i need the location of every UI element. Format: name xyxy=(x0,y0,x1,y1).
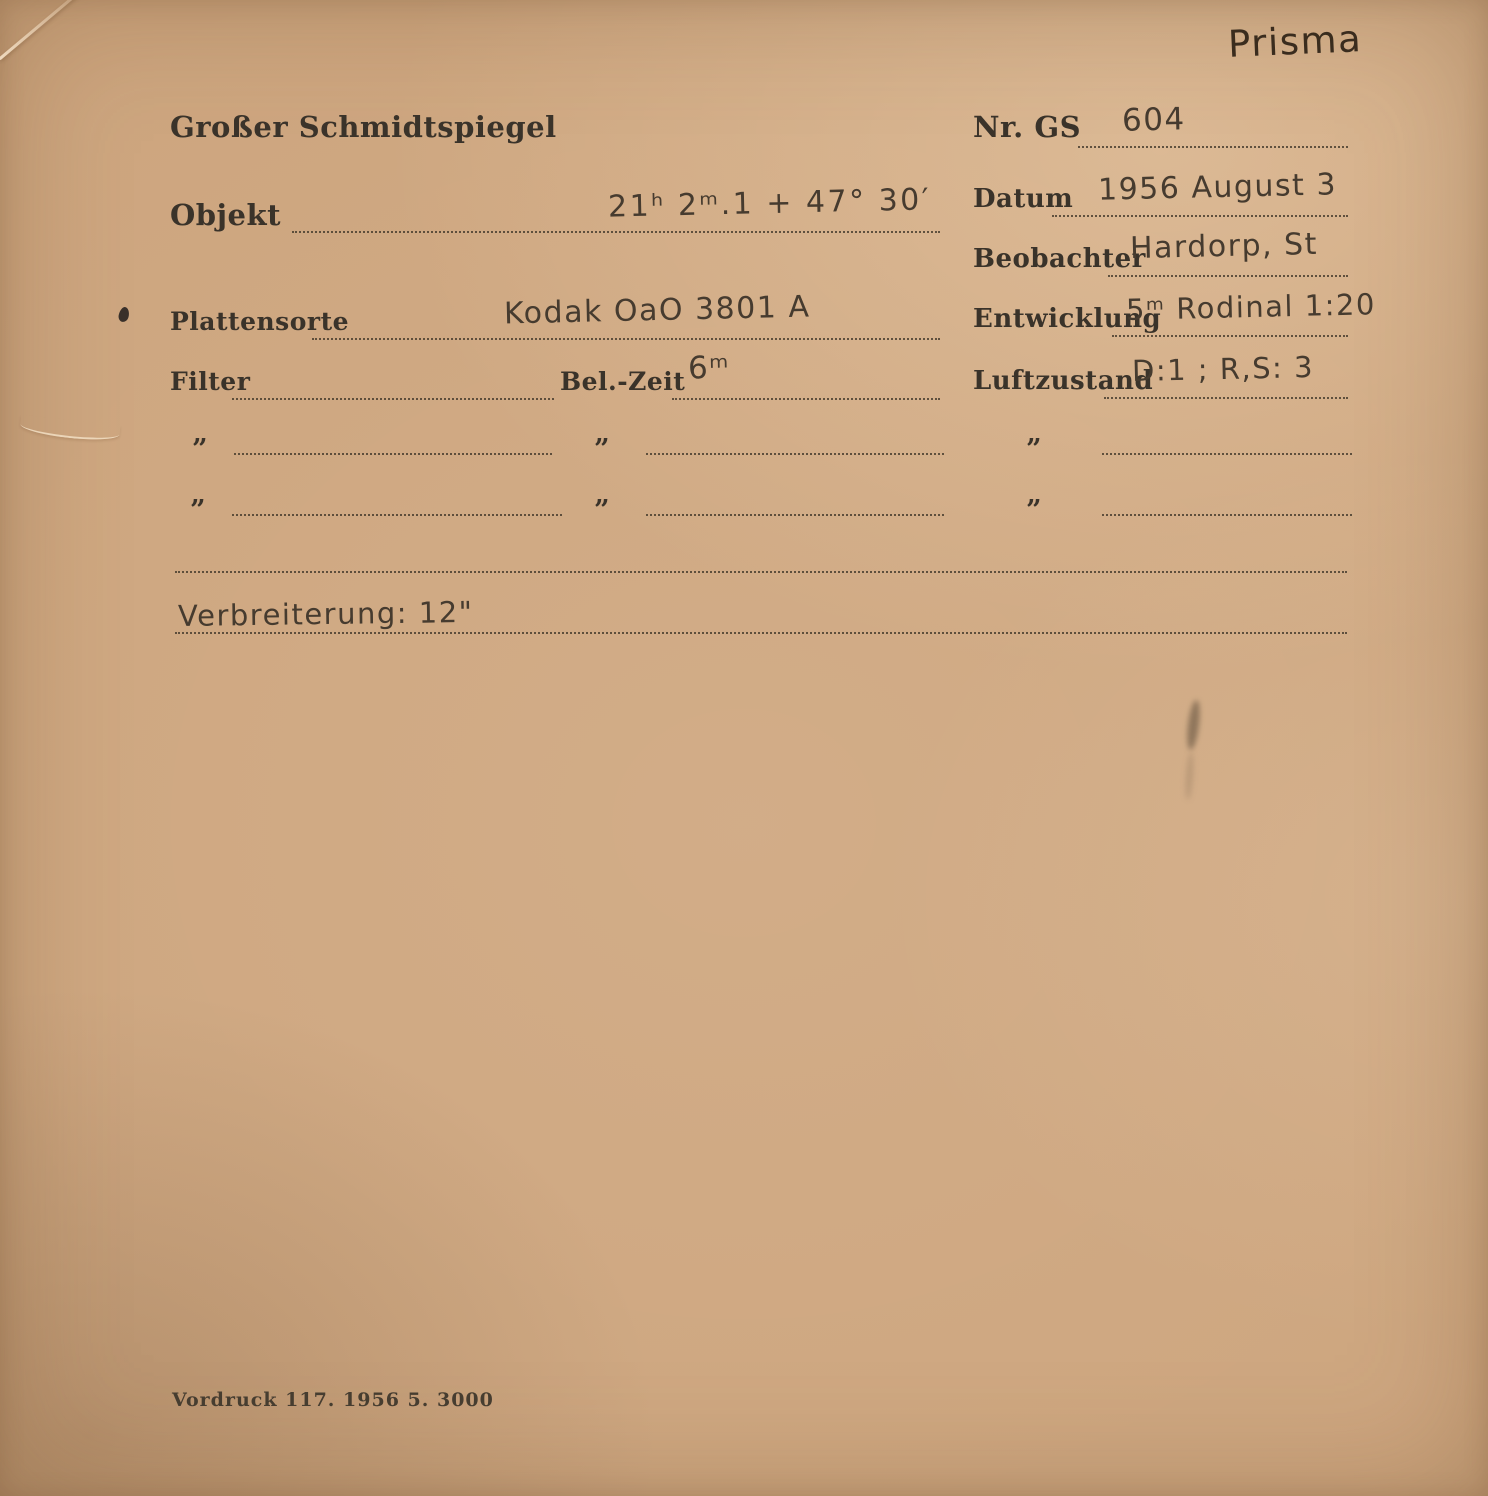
bel-zeit-line xyxy=(672,398,940,400)
beobachter-value: Hardorp, St xyxy=(1129,226,1319,267)
plattensorte-label: Plattensorte xyxy=(170,307,350,336)
plattensorte-line xyxy=(312,338,940,340)
ditto-mark: ” xyxy=(1026,495,1042,526)
ditto-mark: ” xyxy=(594,495,610,526)
ditto-line xyxy=(1102,453,1352,455)
bel-zeit-label: Bel.-Zeit xyxy=(560,367,686,396)
datum-value: 1956 August 3 xyxy=(1097,167,1338,208)
beobachter-label: Beobachter xyxy=(973,244,1146,274)
filter-label: Filter xyxy=(170,367,251,396)
ink-dot xyxy=(117,306,130,323)
luftzustand-label: Luftzustand xyxy=(973,366,1154,396)
ditto-mark: ” xyxy=(190,495,206,526)
plattensorte-value: Kodak OaO 3801 A xyxy=(503,289,811,332)
filter-line xyxy=(232,398,554,400)
objekt-value: 21ʰ 2ᵐ.1 + 47° 30′ xyxy=(607,182,932,225)
ditto-line xyxy=(1102,514,1352,516)
note-line-1 xyxy=(175,571,1347,573)
ditto-line xyxy=(232,514,562,516)
entwicklung-label: Entwicklung xyxy=(973,304,1162,334)
nr-gs-value: 604 xyxy=(1121,101,1187,139)
nr-gs-line xyxy=(1078,146,1348,148)
verbreiterung-note: Verbreiterung: 12" xyxy=(177,594,474,634)
luftzustand-value: D:1 ; R,S: 3 xyxy=(1131,349,1315,389)
ditto-line xyxy=(646,453,944,455)
datum-line xyxy=(1052,215,1348,217)
bel-zeit-value: 6ᵐ xyxy=(687,349,731,387)
form-title: Großer Schmidtspiegel xyxy=(170,110,557,144)
entwicklung-value: 5ᵐ Rodinal 1:20 xyxy=(1125,287,1377,327)
datum-label: Datum xyxy=(973,184,1074,214)
note-line-2 xyxy=(175,632,1347,634)
ditto-mark: ” xyxy=(594,434,610,465)
objekt-line xyxy=(292,231,940,233)
pencil-smudge xyxy=(1185,700,1202,751)
ditto-mark: ” xyxy=(192,434,208,465)
pencil-smudge-tail xyxy=(1184,752,1194,800)
ditto-mark: ” xyxy=(1026,434,1042,465)
objekt-label: Objekt xyxy=(170,198,281,232)
annotation-prisma: Prisma xyxy=(1227,17,1364,66)
nr-gs-label: Nr. GS xyxy=(973,110,1082,144)
ditto-line xyxy=(234,453,552,455)
luftzustand-line xyxy=(1104,397,1348,399)
paper-crease-left xyxy=(19,415,120,443)
paper-crease-corner xyxy=(0,0,100,60)
form-imprint: Vordruck 117. 1956 5. 3000 xyxy=(172,1389,494,1411)
entwicklung-line xyxy=(1112,335,1348,337)
ditto-line xyxy=(646,514,944,516)
beobachter-line xyxy=(1108,275,1348,277)
